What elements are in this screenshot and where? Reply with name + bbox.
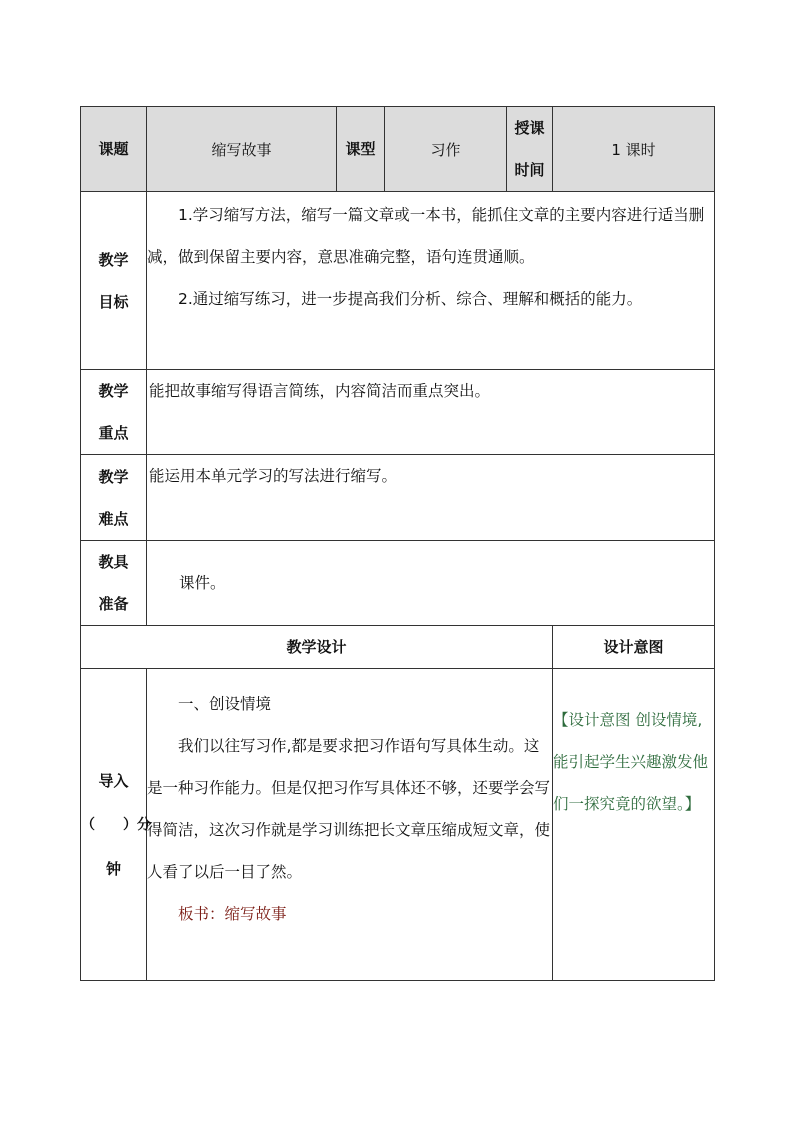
- difficulties-label: [81, 455, 147, 541]
- materials-label: [81, 541, 147, 626]
- goal-item-1: 1.学习缩写方法，缩写一篇文章或一本书，能抓住文章的主要内容进行适当删减，做到保留主要内容，意思准确完整，语句连贯通顺。: [147, 206, 705, 266]
- intro-heading: 一、创设情境: [178, 695, 272, 713]
- design-header-left: 教学设计: [81, 626, 553, 669]
- goal-item-2: 2.通过缩写练习，进一步提高我们分析、综合、理解和概括的能力。: [178, 290, 643, 308]
- header-row: [81, 107, 715, 192]
- intro-label: [81, 669, 151, 981]
- intro-label-line-2: （ ）分: [81, 816, 151, 833]
- key-points-label: [81, 370, 147, 455]
- difficulties-text: 能运用本单元学习的写法进行缩写。: [147, 455, 715, 541]
- materials-text: 课件。: [147, 541, 715, 626]
- key-points-text: 能把故事缩写得语言简练，内容简洁而重点突出。: [147, 370, 715, 455]
- difficulties-row: [81, 455, 715, 541]
- difficulties-label-line-1: 教学: [98, 467, 129, 486]
- lesson-plan-table: [80, 106, 715, 981]
- intro-paragraph: 我们以往写习作,都是要求把习作语句写具体生动。这是一种习作能力。但是仅把习作写具体还不够，还要学会写得简洁，这次习作就是学习训练把长文章压缩成短文章，使人看了以后一目了然。: [147, 737, 551, 881]
- intro-label-line-1: 导入: [98, 771, 129, 790]
- time-label: [507, 107, 553, 192]
- time-label-line-1: 授课: [514, 119, 545, 137]
- board-writing: 板书：缩写故事: [178, 905, 287, 923]
- design-header-right: 设计意图: [553, 626, 715, 669]
- intro-row: [81, 669, 715, 981]
- intro-label-line-3: 钟: [105, 859, 121, 878]
- materials-label-line-2: 准备: [98, 595, 129, 613]
- type-value: 习作: [385, 107, 507, 192]
- time-value: 1 课时: [553, 107, 715, 192]
- type-label: 课型: [337, 107, 385, 192]
- time-label-line-2: 时间: [514, 161, 545, 179]
- materials-label-line-1: 教具: [98, 553, 129, 571]
- key-points-row: [81, 370, 715, 455]
- goals-label-line-2: 目标: [98, 292, 129, 311]
- goals-content: [147, 192, 715, 370]
- key-points-label-line-1: 教学: [98, 382, 129, 400]
- intro-content: [147, 669, 553, 981]
- key-points-label-line-2: 重点: [98, 424, 129, 442]
- goals-label-line-1: 教学: [98, 250, 129, 269]
- intro-design-note: 【设计意图 创设情境,能引起学生兴趣激发他们一探究竟的欲望。】: [553, 669, 715, 981]
- difficulties-label-line-2: 难点: [98, 509, 129, 528]
- goals-label: [81, 192, 147, 370]
- topic-value: 缩写故事: [147, 107, 337, 192]
- topic-label: 课题: [81, 107, 147, 192]
- goals-row: [81, 192, 715, 370]
- materials-row: [81, 541, 715, 626]
- design-header-row: [81, 626, 715, 669]
